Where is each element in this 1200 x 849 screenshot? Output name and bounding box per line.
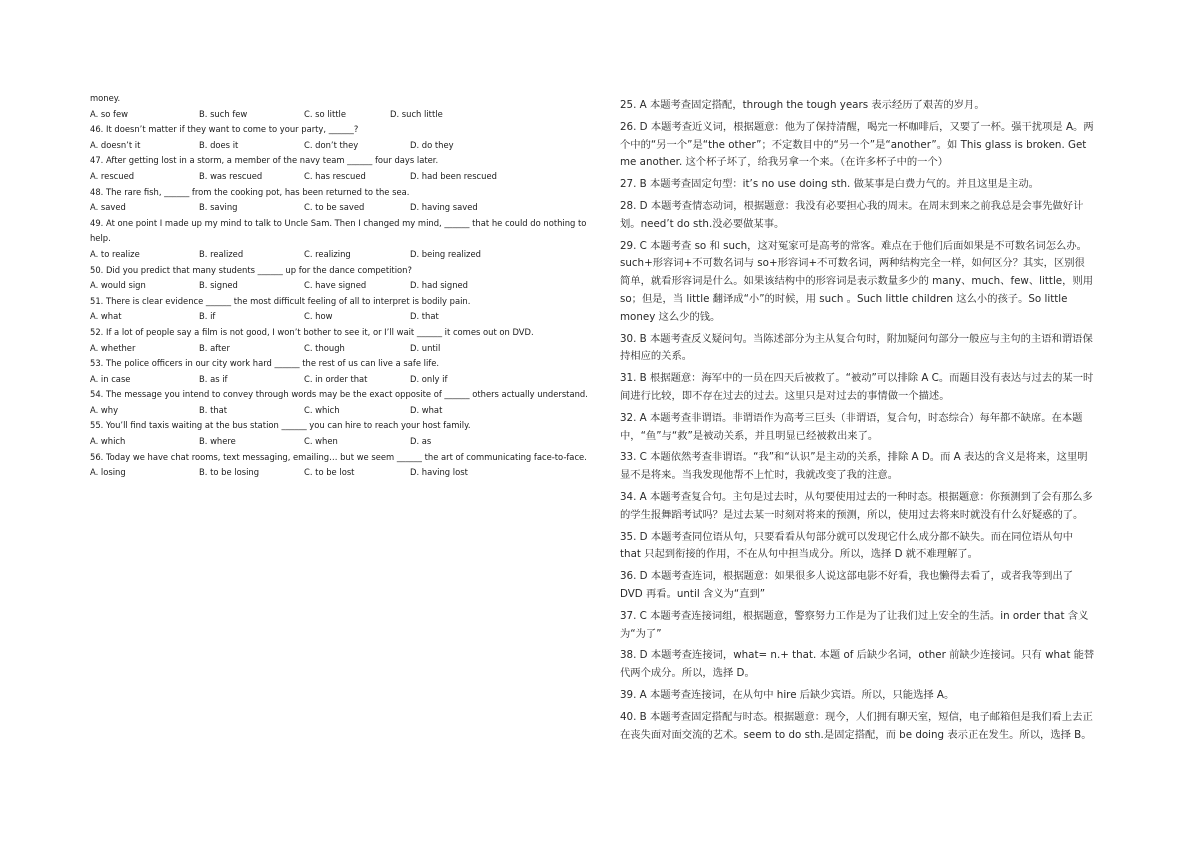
answer-options [90,341,610,357]
option-b: B. to be losing [199,467,260,478]
option-d: D. having saved [410,202,478,213]
option-d: D. being realized [410,248,481,259]
option-b: B. that [199,404,228,415]
option-c: C. which [304,404,340,415]
question-column [90,91,610,481]
explanation-paragraph: 29. C 本题考查 so 和 such，这对冤家可是高考的常客。难点在于他们后面如果是不可数名词怎么办。such+形容词+不可数名词与 so+形容词+不可数名词，两种结构完全一样，如何区分？其实，区别很简单，就看形容词是什么。如果该结构中的形容词是表示数量多少的 many、much、few、little，则用 so；但是，当 little 翻译成“小”的时候，用 such 。Such little children 这么小的孩子。So little money 这么少的钱。 [620,239,1094,323]
answer-options [90,138,610,154]
explanation-paragraph: 38. D 本题考查连接词，what= n.+ that. 本题 of 后缺少名词，other 前缺少连接词。只有 what 能替代两个成分。所以，选择 D。 [620,649,1095,680]
option-c: C. don’t they [304,139,359,150]
option-a: A. in case [90,373,131,384]
explanation-paragraph: 39. A 本题考查连接词，在从句中 hire 后缺少宾语。所以，只能选择 A。 [620,688,955,701]
option-b: B. realized [199,248,244,259]
question-continuation: money. [90,93,121,103]
option-b: B. after [199,342,230,353]
option-d: D. that [410,311,439,322]
option-a: A. what [90,311,122,322]
explanation-paragraph: 37. C 本题考查连接词组，根据题意，警察努力工作是为了让我们过上安全的生活。in order that 含义为“为了” [620,609,1089,640]
answer-options [90,434,610,450]
option-a: A. to realize [90,248,140,259]
explanation-paragraph: 26. D 本题考查近义词，根据题意：他为了保持清醒，喝完一杯咖啡后，又要了一杯。强干扰项是 A。两个中的“另一个”是“the other”；不定数目中的“另一个”是“another”。如 This glass is broken. Get me another. 这个杯子坏了，给我另拿一个来。（在许多杯子中的一个） [620,120,1094,169]
option-d: D. had signed [410,280,468,291]
option-c: C. so little [304,108,347,119]
option-d: D. having lost [410,467,468,478]
intro-options [90,107,610,123]
question-stem: 56. Today we have chat rooms, text messaging, emailing… but we seem ______ the art of communicating face-to-face. [90,451,587,462]
option-a: A. would sign [90,280,146,291]
answer-options [90,278,610,294]
option-d: D. such little [390,108,443,119]
question-stem: 48. The rare fish, ______ from the cooking pot, has been returned to the sea. [90,186,410,197]
option-d: D. do they [410,139,454,150]
option-c: C. how [304,311,333,322]
option-b: B. such few [199,108,248,119]
option-a: A. saved [90,202,126,213]
option-b: B. where [199,436,236,447]
explanation-paragraph: 40. B 本题考查固定搭配与时态。根据题意：现今，人们拥有聊天室，短信，电子邮箱但是我们看上去正在丧失面对面交流的艺术。seem to do sth.是固定搭配，而 be doing 表示正在发生。所以，选择 B。 [620,710,1093,741]
paragraph-gap [620,744,1095,748]
option-a: A. so few [90,108,129,119]
option-c: C. in order that [304,373,368,384]
option-d: D. as [410,436,432,447]
option-c: C. have signed [304,280,367,291]
explanation-paragraph: 25. A 本题考查固定搭配，through the tough years 表示经历了艰苦的岁月。 [620,99,985,111]
question-stem: 54. The message you intend to convey through words may be the exact opposite of ______ others actually understand. [90,389,588,400]
explanation-paragraph: 36. D 本题考查连词，根据题意：如果很多人说这部电影不好看，我也懒得去看了，或者我等到出了 DVD 再看。until 含义为“直到” [620,570,1074,600]
answer-options [90,309,610,325]
question-stem: 53. The police officers in our city work hard ______ the rest of us can live a safe life. [90,358,440,369]
option-b: B. as if [199,373,228,384]
question-stem: 55. You’ll find taxis waiting at the bus station ______ you can hire to reach your host family. [90,420,471,431]
option-d: D. until [410,342,441,353]
question-stem: 50. Did you predict that many students ______ up for the dance competition? [90,264,412,275]
explanation-paragraph: 27. B 本题考查固定句型：it’s no use doing sth. 做某事是白费力气的。并且这里是主动。 [620,178,1039,191]
explanation-paragraph: 30. B 本题考查反义疑问句。当陈述部分为主从复合句时，附加疑问句部分一般应与主句的主语和谓语保持相应的关系。 [620,332,1093,363]
option-a: A. whether [90,342,136,353]
option-c: C. to be lost [304,467,355,478]
question-stem-wrap: help. [90,233,111,244]
option-d: D. what [410,404,443,415]
option-b: B. saving [199,202,238,213]
explanation-paragraph: 33. C 本题依然考查非谓语。“我”和“认识”是主动的关系，排除 A D。而 A 表达的含义是将来，这里明显不是将来。当我发现他帮不上忙时，我就改变了我的注意。 [620,451,1088,482]
explanation-paragraph: 35. D 本题考查同位语从句，只要看看从句部分就可以发现它什么成分都不缺失。而在同位语从句中 that 只起到衔接的作用，不在从句中担当成分。所以，选择 D 就不难理解了。 [620,530,1074,561]
option-a: A. doesn’t it [90,139,141,150]
explanation-paragraph: 34. A 本题考查复合句。主句是过去时，从句要使用过去的一种时态。根据题意：你预测到了会有那么多的学生报舞蹈考试吗？是过去某一时刻对将来的预测，所以，使用过去将来时就没有什么好疑惑的了。 [620,490,1093,521]
explanation-paragraph: 31. B 根据题意：海军中的一员在四天后被救了。“被动”可以排除 A C。而题目没有表达与过去的某一时间进行比较，即不存在过去的过去。这里只是对过去的事情做一个描述。 [620,372,1094,402]
question-stem: 49. At one point I made up my mind to talk to Uncle Sam. Then I changed my mind, ______ that he could do nothing to [90,217,587,228]
answer-options [90,372,610,388]
answer-options [90,200,610,216]
question-stem: 52. If a lot of people say a film is not good, I won’t bother to see it, or I’ll wait ______ it comes out on DVD. [90,326,534,337]
option-b: B. if [199,311,216,322]
answer-explanations [620,97,1095,748]
option-c: C. to be saved [304,202,365,213]
option-c: C. realizing [304,248,351,259]
question-stem: 46. It doesn’t matter if they want to come to your party, ______? [90,124,359,135]
option-a: A. rescued [90,170,135,181]
answer-options [90,169,610,185]
question-stem: 51. There is clear evidence ______ the most difficult feeling of all to interpret is bodily pain. [90,295,471,306]
answer-options [90,465,610,481]
question-list [90,122,610,481]
answer-options [90,247,610,263]
answer-options [90,403,610,419]
option-c: C. when [304,436,338,447]
option-b: B. signed [199,280,238,291]
option-a: A. why [90,404,119,415]
explanation-paragraph: 32. A 本题考查非谓语。非谓语作为高考三巨头（非谓语，复合句，时态综合）每年都不缺席。在本题中，“鱼”与“救”是被动关系，并且明显已经被救出来了。 [620,411,1083,442]
question-stem: 47. After getting lost in a storm, a member of the navy team ______ four days later. [90,155,439,166]
explanation-list [620,97,1095,748]
option-d: D. only if [410,373,448,384]
option-a: A. which [90,436,126,447]
option-c: C. though [304,342,345,353]
option-a: A. losing [90,467,126,478]
explanation-paragraph: 28. D 本题考查情态动词，根据题意：我没有必要担心我的周末。在周末到来之前我总是会事先做好计划。need’t do sth.没必要做某事。 [620,199,1084,230]
option-c: C. has rescued [304,170,366,181]
option-d: D. had been rescued [410,170,497,181]
option-b: B. does it [199,139,239,150]
option-b: B. was rescued [199,170,263,181]
